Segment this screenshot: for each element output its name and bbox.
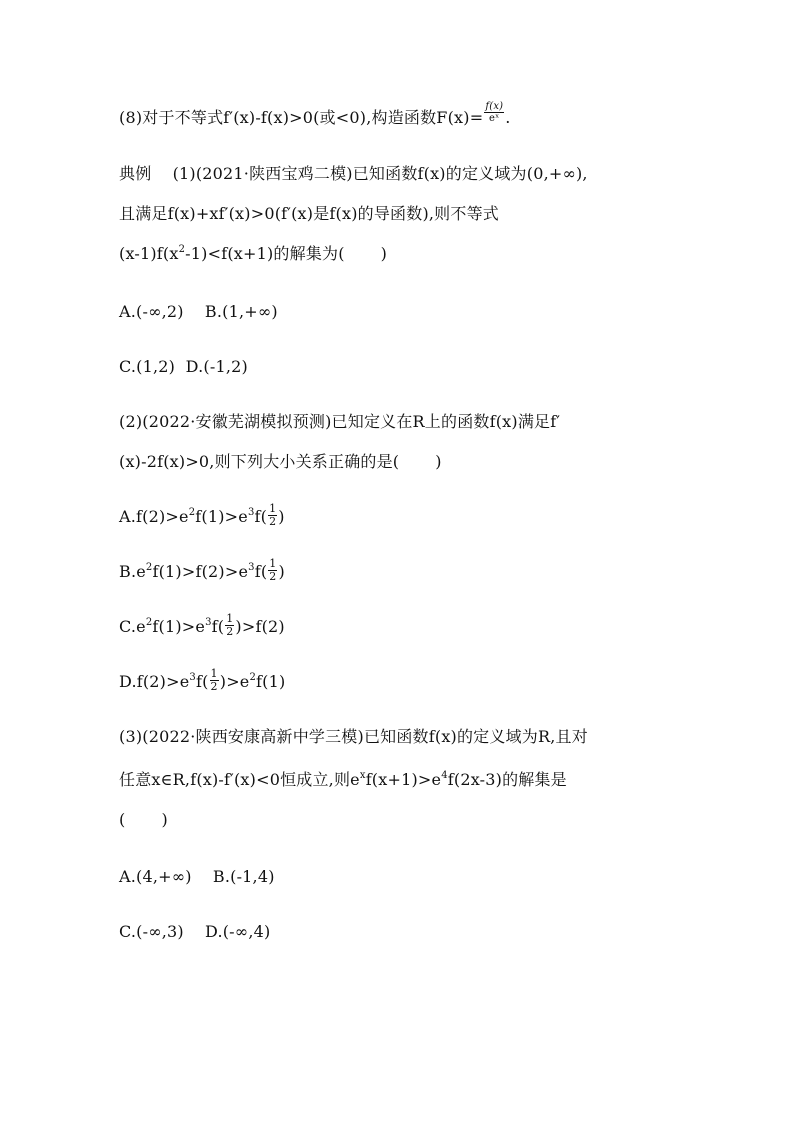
q2-option-b-exp1: 2 bbox=[145, 562, 153, 573]
q2-option-d-half bbox=[210, 668, 219, 693]
q2-option-c-part3: f( bbox=[211, 617, 225, 636]
half-denominator: 2 bbox=[269, 515, 277, 528]
q1-exponent: 2 bbox=[178, 244, 186, 255]
q2-option-d-exp2: 2 bbox=[249, 672, 257, 683]
q3-exp-x: x bbox=[359, 770, 366, 781]
q2-option-d bbox=[119, 667, 286, 696]
q2-option-a-exp1: 2 bbox=[188, 507, 196, 518]
q3-option-c: C.(-∞,3) bbox=[119, 922, 184, 941]
q2-option-b bbox=[119, 557, 285, 586]
q3-text-2a: 任意x∈R,f(x)-f′(x)<0恒成立,则e bbox=[119, 770, 360, 789]
q3-option-b: B.(-1,4) bbox=[212, 867, 275, 886]
q3-line-2 bbox=[119, 768, 567, 794]
q2-text-2a: (x)-2f(x)>0,则下列大小关系正确的是( bbox=[119, 452, 400, 471]
q1-options-row-1 bbox=[119, 300, 278, 326]
rule-8-line bbox=[119, 101, 511, 132]
q1-option-a: A.(-∞,2) bbox=[119, 302, 184, 321]
q3-option-d: D.(-∞,4) bbox=[205, 922, 271, 941]
q1-line-3 bbox=[119, 242, 387, 268]
q1-text-3a: (x-1)f(x bbox=[119, 244, 179, 263]
q2-option-b-part3: f( bbox=[254, 562, 268, 581]
q3-line-1 bbox=[119, 725, 588, 751]
q2-option-c-exp2: 3 bbox=[205, 617, 212, 628]
q2-text-1: (2)(2022·安徽芜湖模拟预测)已知定义在R上的函数f(x)满足f′ bbox=[119, 412, 561, 431]
q2-option-b-part2: f(1)>f(2)>e bbox=[152, 562, 249, 581]
rule-8-text: (8)对于不等式f′(x)-f(x)>0(或<0),构造函数F(x)= bbox=[119, 108, 484, 127]
q2-option-c-part4: )>f(2) bbox=[235, 617, 285, 636]
q2-option-d-part1: D.f(2)>e bbox=[119, 672, 190, 691]
q1-option-b: B.(1,+∞) bbox=[204, 302, 278, 321]
q2-option-a-part1: A.f(2)>e bbox=[119, 507, 189, 526]
q3-text-3b: ) bbox=[161, 810, 168, 829]
q2-option-c-part1: C.e bbox=[119, 617, 146, 636]
half-numerator: 1 bbox=[269, 502, 277, 515]
q3-text-1: (3)(2022·陕西安康高新中学三模)已知函数f(x)的定义域为R,且对 bbox=[119, 727, 588, 746]
q2-line-1 bbox=[119, 410, 560, 436]
q2-option-c-half bbox=[225, 613, 234, 638]
q1-text-3c: ) bbox=[380, 244, 388, 263]
q1-option-c: C.(1,2) bbox=[119, 357, 176, 376]
q2-option-d-part3: )>e bbox=[219, 672, 250, 691]
q1-line-2 bbox=[119, 202, 499, 228]
q3-text-3a: ( bbox=[119, 810, 126, 829]
half-numerator: 1 bbox=[269, 557, 277, 570]
q2-option-d-part4: f(1) bbox=[256, 672, 286, 691]
q2-option-b-half bbox=[268, 558, 277, 583]
q3-exp-4: 4 bbox=[441, 770, 448, 781]
q2-option-b-part4: ) bbox=[278, 562, 285, 581]
q2-option-a-part2: f(1)>e bbox=[195, 507, 248, 526]
q2-option-c-exp1: 2 bbox=[145, 617, 153, 628]
rule-8-fraction-denominator: eˣ bbox=[489, 113, 500, 124]
q2-option-a-half bbox=[268, 503, 277, 528]
q1-text-3b: -1)<f(x+1)的解集为( bbox=[185, 244, 345, 263]
q3-option-a: A.(4,+∞) bbox=[119, 867, 192, 886]
rule-8-fraction bbox=[484, 101, 504, 124]
rule-8-end: . bbox=[505, 108, 511, 127]
q2-option-d-part2: f( bbox=[195, 672, 209, 691]
q1-option-d: D.(-1,2) bbox=[185, 357, 248, 376]
q2-option-a-part4: ) bbox=[278, 507, 285, 526]
q2-text-2b: ) bbox=[435, 452, 442, 471]
q2-option-a-part3: f( bbox=[254, 507, 268, 526]
half-denominator: 2 bbox=[269, 570, 277, 583]
q2-option-d-exp1: 3 bbox=[189, 672, 196, 683]
q3-options-row-2 bbox=[119, 920, 270, 946]
example-label: 典例 bbox=[119, 164, 152, 183]
q3-text-2b: f(x+1)>e bbox=[365, 770, 442, 789]
q1-options-row-2 bbox=[119, 355, 248, 381]
q1-text-1: (1)(2021·陕西宝鸡二模)已知函数f(x)的定义域为(0,+∞), bbox=[172, 164, 588, 183]
q2-option-a-exp2: 3 bbox=[247, 507, 255, 518]
q2-option-b-part1: B.e bbox=[119, 562, 146, 581]
q3-options-row-1 bbox=[119, 865, 275, 891]
half-denominator: 2 bbox=[226, 625, 234, 638]
rule-8-fraction-numerator: f(x) bbox=[485, 101, 504, 112]
q2-line-2 bbox=[119, 450, 442, 476]
q3-line-3 bbox=[119, 808, 168, 834]
q2-option-a bbox=[119, 502, 285, 531]
q2-option-c bbox=[119, 612, 285, 641]
q3-text-2c: f(2x-3)的解集是 bbox=[447, 770, 567, 789]
half-denominator: 2 bbox=[210, 680, 218, 693]
q1-text-2: 且满足f(x)+xf′(x)>0(f′(x)是f(x)的导函数),则不等式 bbox=[119, 204, 499, 223]
q2-option-b-exp2: 3 bbox=[248, 562, 255, 573]
half-numerator: 1 bbox=[226, 612, 234, 625]
q1-line-1 bbox=[119, 162, 588, 188]
q2-option-c-part2: f(1)>e bbox=[152, 617, 206, 636]
half-numerator: 1 bbox=[210, 667, 218, 680]
